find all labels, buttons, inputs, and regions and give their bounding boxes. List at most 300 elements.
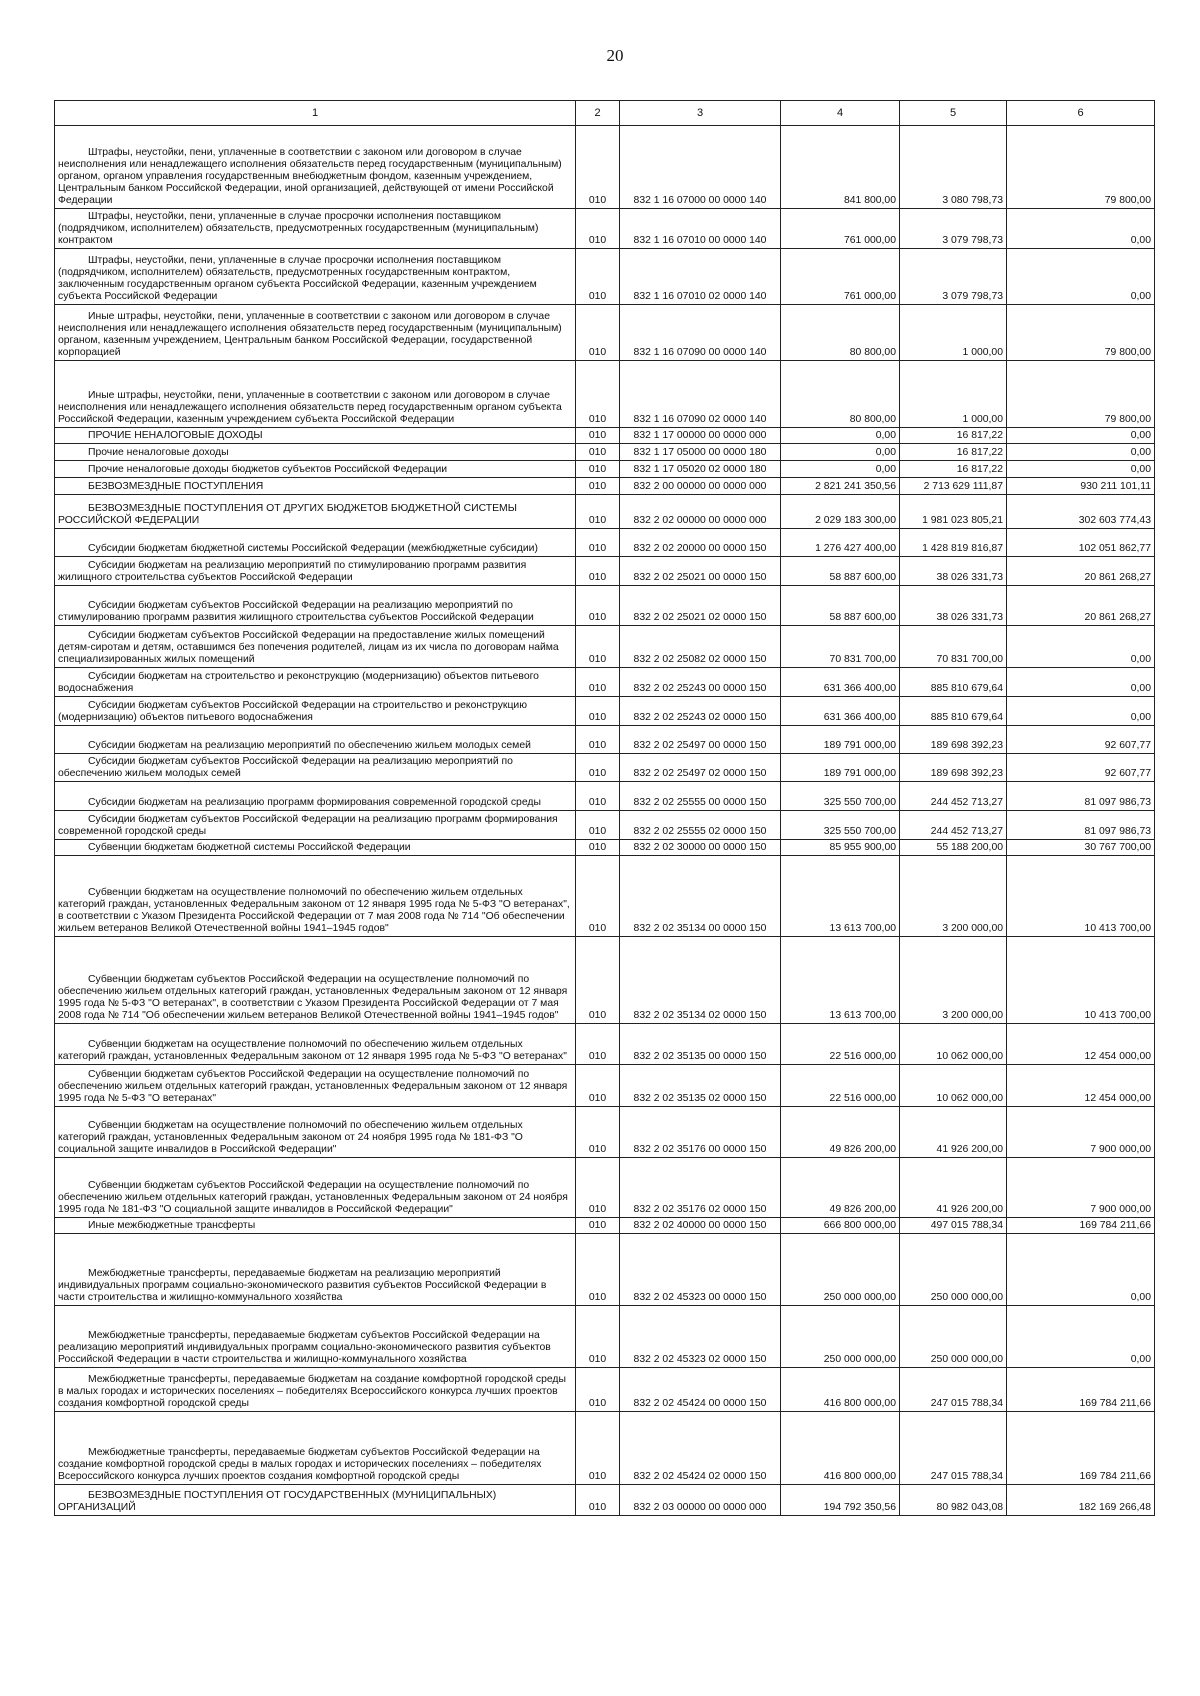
row-value-col6: 12 454 000,00 [1084, 1093, 1151, 1105]
row-value-col6-cell [1007, 937, 1155, 1024]
row-value-col6: 930 211 101,11 [1080, 481, 1151, 493]
row-value-col4-cell [781, 856, 900, 937]
row-line-code-cell [576, 529, 620, 557]
table-row [55, 1218, 1155, 1234]
row-budget-code-cell [620, 209, 781, 249]
table-row [55, 811, 1155, 840]
row-name-cell [55, 937, 576, 1024]
row-value-col5-cell [900, 1024, 1007, 1065]
row-line-code: 010 [588, 842, 607, 854]
row-value-col4-cell [781, 1218, 900, 1234]
table-row [55, 1107, 1155, 1158]
row-name-cell [55, 856, 576, 937]
row-value-col5-cell [900, 249, 1007, 305]
row-value-col6-cell [1007, 495, 1155, 529]
row-name-cell [55, 478, 576, 495]
table-row [55, 249, 1155, 305]
row-name: Межбюджетные трансферты, передаваемые бюджетам субъектов Российской Федерации на реализацию мероприятий индивидуальных программ социально-экономического развития субъектов Российской Федерации в части строительства и жилищно-коммунального хозяйства [58, 1330, 551, 1366]
row-value-col6: 182 169 266,48 [1078, 1502, 1151, 1514]
row-value-col5-cell [900, 209, 1007, 249]
row-value-col5: 10 062 000,00 [936, 1093, 1003, 1105]
row-value-col5-cell [900, 529, 1007, 557]
row-value-col5: 1 981 023 805,21 [922, 515, 1003, 527]
row-value-col5: 3 079 798,73 [942, 235, 1003, 247]
row-line-code-cell [576, 1158, 620, 1218]
table-row [55, 529, 1155, 557]
row-line-code: 010 [588, 1471, 607, 1483]
row-value-col4-cell [781, 209, 900, 249]
row-line-code-cell [576, 626, 620, 668]
row-value-col6-cell [1007, 626, 1155, 668]
row-value-col5: 80 982 043,08 [936, 1502, 1003, 1514]
row-line-code-cell [576, 209, 620, 249]
row-name-cell [55, 697, 576, 726]
row-line-code: 010 [588, 447, 607, 459]
row-value-col4-cell [781, 529, 900, 557]
row-name-cell [55, 444, 576, 461]
row-value-col5-cell [900, 1306, 1007, 1368]
row-value-col6-cell [1007, 557, 1155, 586]
row-value-col4: 85 955 900,00 [829, 842, 896, 854]
table-row [55, 668, 1155, 697]
row-name: Субсидии бюджетам субъектов Российской Федерации на строительство и реконструкцию (модернизацию) объектов питьевого водоснабжения [58, 700, 528, 724]
row-value-col4: 416 800 000,00 [823, 1471, 896, 1483]
row-budget-code-cell [620, 668, 781, 697]
row-line-code-cell [576, 937, 620, 1024]
row-budget-code-cell [620, 840, 781, 856]
row-line-code-cell [576, 461, 620, 478]
row-budget-code-cell [620, 444, 781, 461]
row-value-col4: 325 550 700,00 [823, 797, 896, 809]
row-value-col5: 38 026 331,73 [936, 612, 1003, 624]
table-row [55, 586, 1155, 626]
row-name: Межбюджетные трансферты, передаваемые бюджетам субъектов Российской Федерации на создание комфортной городской среды в малых городах и исторических поселениях – победителях Всероссийского конкурса лучших проектов создания комфортной городской среды [58, 1447, 542, 1483]
row-line-code-cell [576, 1234, 620, 1306]
row-value-col4: 325 550 700,00 [823, 826, 896, 838]
row-value-col6: 10 413 700,00 [1084, 1010, 1151, 1022]
row-value-col5-cell [900, 461, 1007, 478]
row-name-cell [55, 668, 576, 697]
row-budget-code-cell [620, 726, 781, 754]
row-value-col6-cell [1007, 305, 1155, 361]
row-value-col4-cell [781, 1368, 900, 1412]
row-line-code: 010 [588, 740, 607, 752]
row-name: Субвенции бюджетам на осуществление полномочий по обеспечению жильем отдельных категорий граждан, установленных Федеральным законом от 12 января 1995 года № 5-ФЗ "О ветеранах", в соответствии с Указом Президента Российской Федерации от 7 мая 2008 года № 714 "Об обеспечении жильем ветеранов Великой Отечественной войны 1941–1945 годов" [58, 887, 570, 935]
row-name-cell [55, 209, 576, 249]
row-line-code: 010 [588, 430, 607, 442]
row-budget-code: 832 1 17 05000 00 0000 180 [633, 447, 767, 459]
row-value-col6: 0,00 [1130, 683, 1151, 695]
row-value-col5: 497 015 788,34 [930, 1220, 1003, 1232]
row-name-cell [55, 586, 576, 626]
row-value-col4-cell [781, 428, 900, 444]
row-value-col4: 189 791 000,00 [823, 740, 896, 752]
row-value-col6: 7 900 000,00 [1090, 1204, 1151, 1216]
column-header: 2 [576, 101, 620, 126]
row-value-col5: 3 079 798,73 [942, 291, 1003, 303]
row-budget-code: 832 2 02 25082 02 0000 150 [633, 654, 767, 666]
row-line-code-cell [576, 811, 620, 840]
row-value-col5-cell [900, 840, 1007, 856]
row-value-col5: 70 831 700,00 [936, 654, 1003, 666]
row-value-col4: 189 791 000,00 [823, 768, 896, 780]
row-value-col6-cell [1007, 249, 1155, 305]
row-value-col5-cell [900, 1107, 1007, 1158]
row-value-col5: 1 428 819 816,87 [922, 543, 1003, 555]
row-value-col4: 841 800,00 [843, 195, 896, 207]
row-value-col5-cell [900, 1218, 1007, 1234]
row-budget-code: 832 1 16 07090 02 0000 140 [633, 414, 767, 426]
row-value-col6-cell [1007, 126, 1155, 209]
row-name: Субвенции бюджетам субъектов Российской Федерации на осуществление полномочий по обеспечению жильем отдельных категорий граждан, установленных Федеральным законом от 12 января 1995 года № 5-ФЗ "О ветеранах", в соответствии с Указом Президента Российской Федерации от 7 мая 2008 года № 714 "Об обеспечении жильем ветеранов Великой Отечественной войны 1941–1945 годов" [58, 974, 568, 1022]
revenue-table [54, 100, 1155, 1516]
row-value-col4-cell [781, 461, 900, 478]
row-budget-code: 832 2 02 25555 00 0000 150 [633, 797, 767, 809]
row-line-code: 010 [588, 414, 607, 426]
row-value-col5: 885 810 679,64 [930, 712, 1003, 724]
row-line-code-cell [576, 782, 620, 811]
table-row [55, 626, 1155, 668]
row-value-col5-cell [900, 668, 1007, 697]
row-value-col6-cell [1007, 461, 1155, 478]
row-line-code-cell [576, 1065, 620, 1107]
row-value-col6: 30 767 700,00 [1084, 842, 1151, 854]
row-line-code: 010 [588, 481, 607, 493]
row-budget-code-cell [620, 361, 781, 428]
row-value-col5-cell [900, 444, 1007, 461]
row-line-code-cell [576, 1368, 620, 1412]
row-name-cell [55, 305, 576, 361]
row-value-col5: 16 817,22 [956, 447, 1003, 459]
row-value-col5-cell [900, 811, 1007, 840]
column-header: 3 [620, 101, 781, 126]
row-name: Субсидии бюджетам субъектов Российской Федерации на реализацию мероприятий по обеспечению жильем молодых семей [58, 756, 513, 780]
row-line-code: 010 [588, 235, 607, 247]
row-line-code-cell [576, 726, 620, 754]
row-budget-code: 832 1 17 05020 02 0000 180 [633, 464, 767, 476]
row-budget-code-cell [620, 1218, 781, 1234]
row-value-col5-cell [900, 782, 1007, 811]
row-value-col4-cell [781, 557, 900, 586]
row-value-col4-cell [781, 668, 900, 697]
column-header: 1 [55, 101, 576, 126]
row-value-col4: 416 800 000,00 [823, 1398, 896, 1410]
row-value-col6: 79 800,00 [1104, 347, 1151, 359]
row-value-col5: 247 015 788,34 [930, 1471, 1003, 1483]
row-budget-code: 832 2 02 30000 00 0000 150 [633, 842, 767, 854]
table-row [55, 1412, 1155, 1485]
row-value-col5-cell [900, 754, 1007, 782]
row-value-col4: 761 000,00 [843, 291, 896, 303]
row-budget-code: 832 1 17 00000 00 0000 000 [633, 430, 767, 442]
row-line-code: 010 [588, 1292, 607, 1304]
row-value-col4-cell [781, 495, 900, 529]
row-name-cell [55, 557, 576, 586]
row-budget-code-cell [620, 428, 781, 444]
row-line-code-cell [576, 557, 620, 586]
row-value-col4-cell [781, 726, 900, 754]
row-value-col6-cell [1007, 1234, 1155, 1306]
row-budget-code: 832 2 02 45424 02 0000 150 [633, 1471, 767, 1483]
row-line-code-cell [576, 856, 620, 937]
row-line-code-cell [576, 249, 620, 305]
row-value-col6: 81 097 986,73 [1084, 826, 1151, 838]
row-budget-code: 832 2 02 25021 02 0000 150 [633, 612, 767, 624]
table-row [55, 726, 1155, 754]
row-name: Субсидии бюджетам бюджетной системы Российской Федерации (межбюджетные субсидии) [88, 543, 538, 555]
row-budget-code-cell [620, 811, 781, 840]
row-value-col5: 244 452 713,27 [930, 826, 1003, 838]
row-budget-code-cell [620, 782, 781, 811]
row-value-col5: 247 015 788,34 [930, 1398, 1003, 1410]
row-line-code-cell [576, 1024, 620, 1065]
row-value-col5-cell [900, 726, 1007, 754]
row-budget-code-cell [620, 478, 781, 495]
row-budget-code: 832 2 02 45424 00 0000 150 [633, 1398, 767, 1410]
table-row [55, 305, 1155, 361]
row-line-code: 010 [588, 515, 607, 527]
row-line-code-cell [576, 840, 620, 856]
row-line-code-cell [576, 444, 620, 461]
row-value-col5-cell [900, 361, 1007, 428]
row-budget-code-cell [620, 529, 781, 557]
row-value-col5: 16 817,22 [956, 430, 1003, 442]
row-value-col5-cell [900, 557, 1007, 586]
row-name-cell [55, 782, 576, 811]
row-value-col4-cell [781, 811, 900, 840]
row-name: Субвенции бюджетам бюджетной системы Российской Федерации [88, 842, 411, 854]
row-value-col6-cell [1007, 1024, 1155, 1065]
row-name: Субсидии бюджетам субъектов Российской Федерации на реализацию программ формирования современной городской среды [58, 814, 558, 838]
row-name: Иные межбюджетные трансферты [88, 1220, 256, 1232]
row-budget-code-cell [620, 557, 781, 586]
row-line-code: 010 [588, 797, 607, 809]
row-value-col6-cell [1007, 840, 1155, 856]
row-value-col5: 189 698 392,23 [930, 740, 1003, 752]
row-value-col5: 16 817,22 [956, 464, 1003, 476]
row-value-col6-cell [1007, 856, 1155, 937]
row-value-col6-cell [1007, 1158, 1155, 1218]
row-value-col6-cell [1007, 209, 1155, 249]
row-value-col6-cell [1007, 1065, 1155, 1107]
row-value-col4: 0,00 [875, 464, 896, 476]
row-value-col6: 79 800,00 [1104, 195, 1151, 207]
row-value-col5: 2 713 629 111,87 [923, 481, 1003, 493]
row-budget-code: 832 2 02 00000 00 0000 000 [633, 515, 767, 527]
row-name: Субсидии бюджетам субъектов Российской Федерации на реализацию мероприятий по стимулированию программ развития жилищного строительства субъектов Российской Федерации [58, 600, 534, 624]
row-value-col6-cell [1007, 782, 1155, 811]
row-value-col6: 0,00 [1130, 447, 1151, 459]
row-value-col5-cell [900, 937, 1007, 1024]
table-row [55, 856, 1155, 937]
row-budget-code: 832 1 16 07090 00 0000 140 [633, 347, 767, 359]
row-value-col4-cell [781, 840, 900, 856]
row-name-cell [55, 1107, 576, 1158]
row-value-col6-cell [1007, 444, 1155, 461]
row-name-cell [55, 1412, 576, 1485]
row-name: БЕЗВОЗМЕЗДНЫЕ ПОСТУПЛЕНИЯ ОТ ДРУГИХ БЮДЖЕТОВ БЮДЖЕТНОЙ СИСТЕМЫ РОССИЙСКОЙ ФЕДЕРАЦИИ [58, 503, 517, 527]
row-value-col4-cell [781, 1306, 900, 1368]
row-value-col6-cell [1007, 726, 1155, 754]
row-value-col4: 250 000 000,00 [823, 1292, 896, 1304]
table-row [55, 754, 1155, 782]
header-row [55, 101, 1155, 126]
row-value-col5: 1 000,00 [962, 347, 1003, 359]
row-value-col6-cell [1007, 1306, 1155, 1368]
row-value-col4: 2 821 241 350,56 [815, 481, 896, 493]
row-value-col5: 55 188 200,00 [936, 842, 1003, 854]
row-value-col4: 2 029 183 300,00 [815, 515, 896, 527]
row-value-col5: 3 200 000,00 [942, 923, 1003, 935]
row-name-cell [55, 361, 576, 428]
row-budget-code-cell [620, 1234, 781, 1306]
row-name-cell [55, 495, 576, 529]
table-row [55, 557, 1155, 586]
row-budget-code: 832 2 03 00000 00 0000 000 [633, 1502, 767, 1514]
table-body [55, 126, 1155, 1516]
row-budget-code-cell [620, 1107, 781, 1158]
row-value-col4: 22 516 000,00 [829, 1051, 896, 1063]
row-value-col4-cell [781, 1107, 900, 1158]
row-line-code: 010 [588, 826, 607, 838]
row-line-code-cell [576, 126, 620, 209]
row-line-code-cell [576, 305, 620, 361]
table-row [55, 478, 1155, 495]
table-row [55, 1485, 1155, 1516]
row-budget-code-cell [620, 126, 781, 209]
row-budget-code-cell [620, 626, 781, 668]
table-row [55, 1234, 1155, 1306]
row-name: БЕЗВОЗМЕЗДНЫЕ ПОСТУПЛЕНИЯ ОТ ГОСУДАРСТВЕННЫХ (МУНИЦИПАЛЬНЫХ) ОРГАНИЗАЦИЙ [58, 1490, 497, 1514]
row-value-col6: 12 454 000,00 [1084, 1051, 1151, 1063]
row-value-col5: 885 810 679,64 [930, 683, 1003, 695]
table-row [55, 1306, 1155, 1368]
row-budget-code: 832 2 00 00000 00 0000 000 [633, 481, 767, 493]
table-row [55, 461, 1155, 478]
row-name: Прочие неналоговые доходы [88, 447, 229, 459]
row-value-col6-cell [1007, 1107, 1155, 1158]
row-name: Субсидии бюджетам на реализацию мероприятий по стимулированию программ развития жилищного строительства субъектов Российской Федерации [58, 560, 527, 584]
row-value-col6: 0,00 [1130, 235, 1151, 247]
row-line-code: 010 [588, 712, 607, 724]
row-line-code-cell [576, 1218, 620, 1234]
row-value-col5-cell [900, 126, 1007, 209]
row-budget-code-cell [620, 1485, 781, 1516]
row-value-col5: 250 000 000,00 [930, 1354, 1003, 1366]
row-line-code-cell [576, 586, 620, 626]
row-value-col5-cell [900, 495, 1007, 529]
row-line-code: 010 [588, 1220, 607, 1232]
row-name: Субсидии бюджетам на реализацию программ формирования современной городской среды [88, 797, 541, 809]
table-row [55, 1368, 1155, 1412]
row-value-col6: 169 784 211,66 [1079, 1471, 1151, 1483]
row-budget-code: 832 1 16 07010 00 0000 140 [633, 235, 767, 247]
table-row [55, 782, 1155, 811]
row-value-col6: 92 607,77 [1104, 740, 1151, 752]
row-value-col4: 631 366 400,00 [823, 712, 896, 724]
row-value-col5-cell [900, 856, 1007, 937]
row-name-cell [55, 1368, 576, 1412]
row-line-code-cell [576, 1412, 620, 1485]
row-line-code-cell [576, 754, 620, 782]
row-name-cell [55, 461, 576, 478]
row-value-col4-cell [781, 626, 900, 668]
row-line-code-cell [576, 1485, 620, 1516]
row-budget-code: 832 1 16 07010 02 0000 140 [633, 291, 767, 303]
row-value-col6-cell [1007, 1412, 1155, 1485]
row-value-col5-cell [900, 1412, 1007, 1485]
row-value-col6: 0,00 [1130, 464, 1151, 476]
row-budget-code-cell [620, 586, 781, 626]
row-value-col6: 0,00 [1130, 430, 1151, 442]
row-value-col4-cell [781, 937, 900, 1024]
row-value-col5-cell [900, 626, 1007, 668]
row-line-code: 010 [588, 1354, 607, 1366]
row-value-col4-cell [781, 754, 900, 782]
row-name-cell [55, 529, 576, 557]
row-budget-code: 832 2 02 25555 02 0000 150 [633, 826, 767, 838]
row-value-col4-cell [781, 249, 900, 305]
table-row [55, 361, 1155, 428]
row-value-col6: 169 784 211,66 [1079, 1398, 1151, 1410]
row-budget-code-cell [620, 754, 781, 782]
row-budget-code: 832 2 02 45323 02 0000 150 [633, 1354, 767, 1366]
row-name: Иные штрафы, неустойки, пени, уплаченные в соответствии с законом или договором в случае неисполнения или ненадлежащего исполнения обязательств перед государственным органом субъекта Российской Федерации, казенным учреждением субъекта Российской Федерации [58, 390, 562, 426]
row-value-col6-cell [1007, 529, 1155, 557]
column-header: 4 [781, 101, 900, 126]
row-line-code: 010 [588, 1398, 607, 1410]
row-value-col6: 102 051 862,77 [1078, 543, 1151, 555]
row-budget-code-cell [620, 249, 781, 305]
row-value-col4: 1 276 427 400,00 [815, 543, 896, 555]
row-value-col5: 41 926 200,00 [936, 1144, 1003, 1156]
row-line-code: 010 [588, 768, 607, 780]
row-name-cell [55, 1065, 576, 1107]
row-budget-code: 832 2 02 25243 02 0000 150 [633, 712, 767, 724]
row-value-col4-cell [781, 1024, 900, 1065]
row-value-col5-cell [900, 428, 1007, 444]
page-number: 20 [606, 46, 624, 65]
table-row [55, 1065, 1155, 1107]
row-value-col6: 0,00 [1130, 1292, 1151, 1304]
row-name-cell [55, 811, 576, 840]
row-value-col4: 58 887 600,00 [829, 572, 896, 584]
row-value-col6-cell [1007, 586, 1155, 626]
row-budget-code: 832 2 02 35176 00 0000 150 [633, 1144, 767, 1156]
row-value-col4-cell [781, 1412, 900, 1485]
row-value-col6-cell [1007, 697, 1155, 726]
row-budget-code-cell [620, 305, 781, 361]
row-budget-code: 832 2 02 35135 00 0000 150 [633, 1051, 767, 1063]
row-line-code-cell [576, 668, 620, 697]
row-line-code: 010 [588, 464, 607, 476]
row-name: Иные штрафы, неустойки, пени, уплаченные в соответствии с законом или договором в случае неисполнения или ненадлежащего исполнения обязательств перед государственным (муниципальным) органом, казенным учреждением, Центральным банком Российской Федерации, государственной корпорацией [58, 311, 562, 359]
row-value-col6: 7 900 000,00 [1090, 1144, 1151, 1156]
row-value-col6-cell [1007, 754, 1155, 782]
row-line-code: 010 [588, 572, 607, 584]
row-value-col5-cell [900, 1234, 1007, 1306]
row-value-col5-cell [900, 305, 1007, 361]
row-budget-code: 832 2 02 25497 00 0000 150 [633, 740, 767, 752]
row-name: Штрафы, неустойки, пени, уплаченные в случае просрочки исполнения поставщиком (подрядчиком, исполнителем) обязательств, предусмотренных государственным (муниципальным) контрактом [58, 211, 539, 247]
row-value-col5: 41 926 200,00 [936, 1204, 1003, 1216]
row-budget-code: 832 2 02 20000 00 0000 150 [633, 543, 767, 555]
row-budget-code-cell [620, 1158, 781, 1218]
row-name: Штрафы, неустойки, пени, уплаченные в случае просрочки исполнения поставщиком (подрядчиком, исполнителем) обязательств, предусмотренных государственным контрактом, заключенным государственным органом субъекта Российской Федерации, казенным учреждением субъекта Российской Федерации [58, 255, 537, 303]
row-name-cell [55, 1485, 576, 1516]
row-value-col6-cell [1007, 428, 1155, 444]
row-line-code: 010 [588, 1051, 607, 1063]
